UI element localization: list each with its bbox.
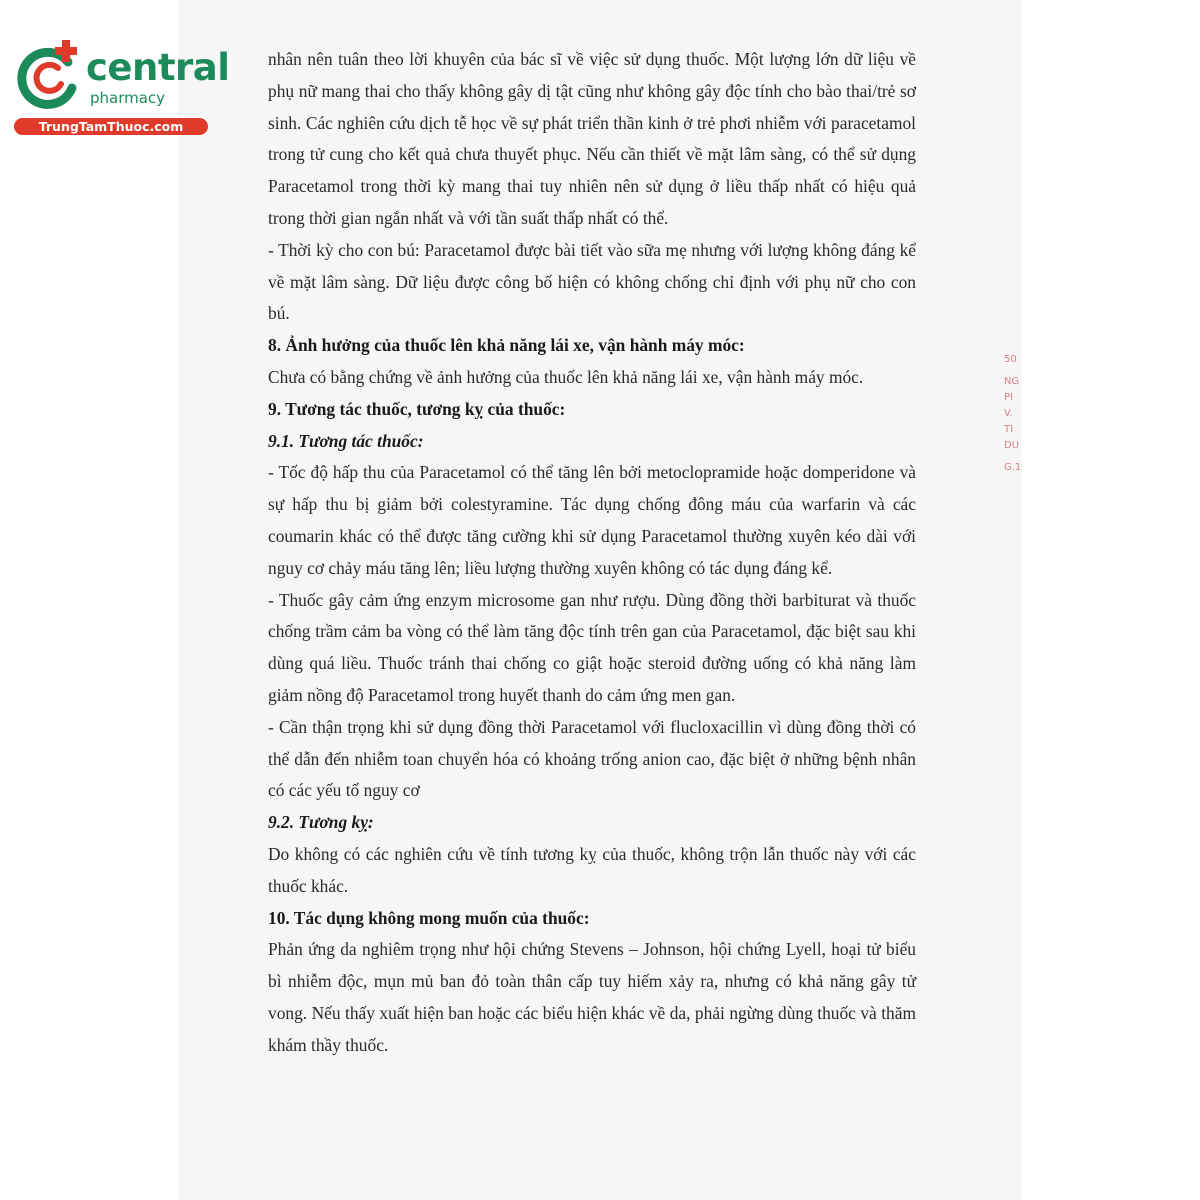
paragraph-interaction-absorption: - Tốc độ hấp thu của Paracetamol có thể tăng lên bởi metoclopramide hoặc domperidone và sự hấp thu bị giảm bởi colestyramine. Tác dụng chống đông máu của warfarin và các coumarin khác có thể được tăng cường khi sử dụng Paracetamol thường xuyên kéo dài với nguy cơ chảy máu tăng lên; liều lượng thường xuyên không có tác dụng đáng kể. — [268, 462, 916, 578]
stamp-text: G.1 — [1004, 462, 1022, 473]
red-stamp-fragment — [1004, 352, 1026, 512]
section-heading-10: 10. Tác dụng không mong muốn của thuốc: — [268, 907, 590, 928]
section-heading-8: 8. Ảnh hưởng của thuốc lên khả năng lái xe, vận hành máy móc: — [268, 335, 745, 356]
logo-site-badge[interactable]: TrungTamThuoc.com — [14, 118, 208, 135]
paragraph-pregnancy: nhân nên tuân theo lời khuyên của bác sĩ về việc sử dụng thuốc. Một lượng lớn dữ liệu về phụ nữ mang thai cho thấy không gây dị tật cũng như không gây độc tính cho bào thai/trẻ sơ sinh. Các nghiên cứu dịch tễ học về sự phát triển thần kinh ở trẻ phơi nhiễm với paracetamol trong tử cung cho kết quả chưa thuyết phục. Nếu cần thiết về mặt lâm sàng, có thể sử dụng Paracetamol trong thời kỳ mang thai tuy nhiên nên sử dụng ở liều thấp nhất có hiệu quả trong thời gian ngắn nhất và với tần suất thấp nhất có thể. — [268, 49, 916, 228]
paragraph-driving: Chưa có bằng chứng về ảnh hưởng của thuốc lên khả năng lái xe, vận hành máy móc. — [268, 366, 864, 387]
stamp-text: PI — [1004, 392, 1013, 403]
paragraph-breastfeeding: - Thời kỳ cho con bú: Paracetamol được bài tiết vào sữa mẹ nhưng với lượng không đáng kể về mặt lâm sàng. Dữ liệu được công bố hiện có không chống chỉ định với phụ nữ cho con bú. — [268, 239, 916, 324]
stamp-text: V. — [1004, 408, 1013, 419]
logo-mark-icon — [10, 36, 90, 116]
section-heading-9: 9. Tương tác thuốc, tương kỵ của thuốc: — [268, 398, 566, 419]
logo-tagline: pharmacy — [90, 89, 166, 107]
paragraph-adverse-effects: Phản ứng da nghiêm trọng như hội chứng Stevens – Johnson, hội chứng Lyell, hoại tử biểu bì nhiễm độc, mụn mủ ban đỏ toàn thân cấp tuy hiếm xảy ra, nhưng có khả năng gây tử vong. Nếu thấy xuất hiện ban hoặc các biểu hiện khác về da, phải ngừng dùng thuốc và thăm khám thầy thuốc. — [268, 939, 916, 1055]
subsection-heading-9-2: 9.2. Tương kỵ: — [268, 812, 374, 833]
subsection-heading-9-1: 9.1. Tương tác thuốc: — [268, 430, 424, 451]
stamp-text: 50 — [1004, 354, 1017, 365]
document-body — [268, 44, 916, 1062]
paragraph-interaction-enzyme: - Thuốc gây cảm ứng enzym microsome gan như rượu. Dùng đồng thời barbiturat và thuốc chống trầm cảm ba vòng có thể làm tăng độc tính trên gan của Paracetamol, đặc biệt sau khi dùng quá liều. Thuốc tránh thai chống co giật hoặc steroid đường uống có khả năng làm giảm nồng độ Paracetamol trong huyết thanh do cảm ứng men gan. — [268, 589, 916, 705]
paragraph-incompatibility: Do không có các nghiên cứu về tính tương kỵ của thuốc, không trộn lẫn thuốc này với các thuốc khác. — [268, 843, 916, 896]
stamp-text: TI — [1004, 424, 1014, 435]
paragraph-interaction-flucloxacillin: - Cần thận trọng khi sử dụng đồng thời Paracetamol với flucloxacillin vì dùng đồng thời có thể dẫn đến nhiễm toan chuyển hóa có khoảng trống anion cao, đặc biệt ở những bệnh nhân có các yếu tố nguy cơ — [268, 716, 916, 801]
stamp-text: DU — [1004, 440, 1020, 451]
logo-brand-name: central — [86, 46, 230, 89]
stamp-text: NG — [1004, 376, 1020, 387]
